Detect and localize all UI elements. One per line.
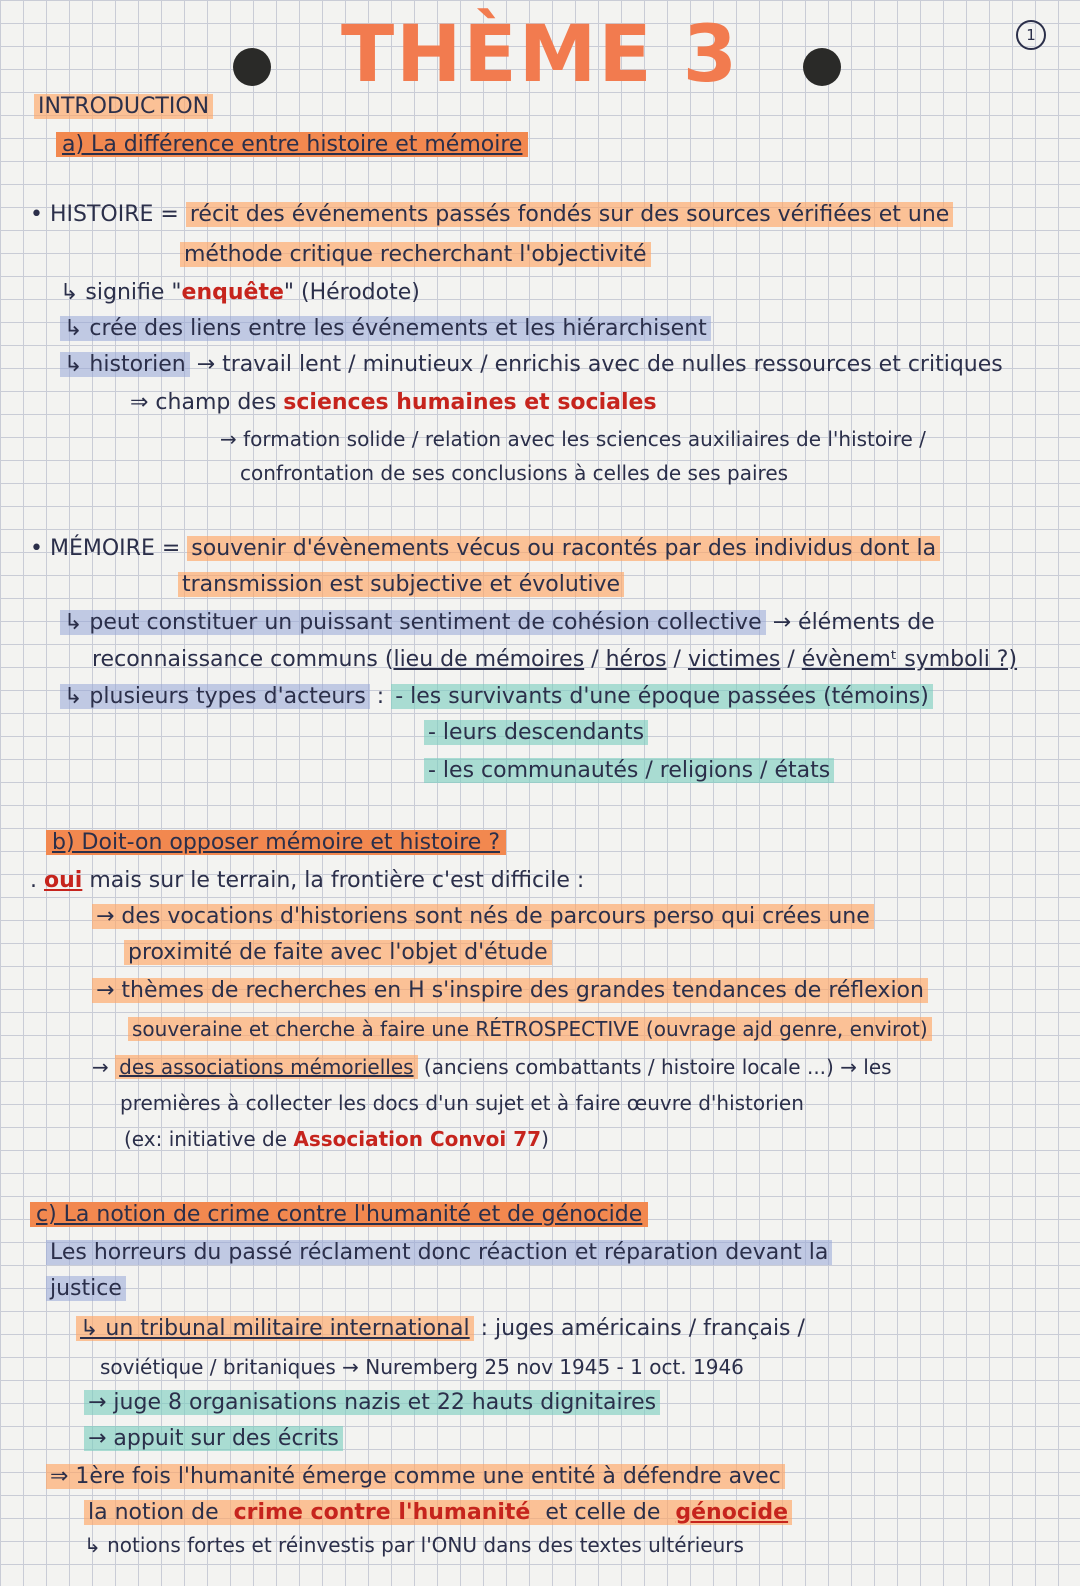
- section-c-line-8: la notion de crime contre l'humanité et celle de génocide: [84, 1498, 792, 1528]
- section-b-line-5: souveraine et cherche à faire une RÉTROSPECTIVE (ouvrage ajd genre, envirot): [128, 1014, 932, 1044]
- histoire-bullet-liens: ↳ crée des liens entre les événements et les hiérarchisent: [60, 314, 711, 344]
- memoire-acteur-descendants: - leurs descendants: [424, 718, 648, 748]
- section-c-line-1: Les horreurs du passé réclament donc réaction et réparation devant la: [46, 1238, 832, 1268]
- section-b-line-7: premières à collecter les docs d'un sujet et à faire œuvre d'historien: [120, 1091, 804, 1115]
- section-b-line-3: proximité de faite avec l'objet d'étude: [124, 938, 552, 968]
- memoire-bullet-cohesion: ↳ peut constituer un puissant sentiment de cohésion collective → éléments de: [60, 608, 935, 638]
- memoire-acteur-communautes: - les communautés / religions / états: [424, 756, 834, 786]
- section-c-line-2: justice: [46, 1274, 126, 1304]
- histoire-bullet-champ: ⇒ champ des sciences humaines et sociales: [130, 390, 657, 415]
- section-b-line-6: → des associations mémorielles (anciens combattants / histoire locale ...) → les: [92, 1055, 892, 1079]
- section-b-title: b) Doit-on opposer mémoire et histoire ?: [46, 828, 506, 858]
- section-c-line-6: → appuit sur des écrits: [84, 1424, 343, 1454]
- histoire-def-line-1: • HISTOIRE = récit des événements passés fondés sur des sources vérifiées et une: [30, 200, 953, 230]
- histoire-def-line-2: méthode critique recherchant l'objectivité: [180, 240, 651, 270]
- page-number: 1: [1016, 20, 1046, 50]
- section-b-line-4: → thèmes de recherches en H s'inspire des grandes tendances de réflexion: [92, 976, 928, 1006]
- section-c-line-3: ↳ un tribunal militaire international : juges américains / français /: [76, 1314, 805, 1344]
- section-a-title: a) La différence entre histoire et mémoire: [56, 130, 528, 160]
- page-title: THÈME 3: [340, 10, 740, 100]
- section-c-line-4: soviétique / britaniques → Nuremberg 25 nov 1945 - 1 oct. 1946: [100, 1355, 744, 1379]
- section-c-line-5: → juge 8 organisations nazis et 22 hauts dignitaires: [84, 1388, 660, 1418]
- memoire-def-line-2: transmission est subjective et évolutive: [178, 570, 624, 600]
- memoire-def-line-1: • MÉMOIRE = souvenir d'évènements vécus ou racontés par des individus dont la: [30, 534, 940, 564]
- section-b-line-8: (ex: initiative de Association Convoi 77): [124, 1127, 549, 1151]
- memoire-bullet-reconnaissance: reconnaissance communs (lieu de mémoires / héros / victimes / évènemᵗ symboli ?): [92, 647, 1018, 672]
- intro-heading: INTRODUCTION: [34, 92, 213, 122]
- histoire-bullet-formation: → formation solide / relation avec les sciences auxiliaires de l'histoire /: [220, 427, 926, 451]
- section-c-line-7: ⇒ 1ère fois l'humanité émerge comme une entité à défendre avec: [46, 1462, 785, 1492]
- memoire-bullet-acteurs: ↳ plusieurs types d'acteurs : - les survivants d'une époque passées (témoins): [60, 682, 933, 712]
- histoire-bullet-confrontation: confrontation de ses conclusions à celles de ses paires: [240, 461, 789, 485]
- histoire-bullet-enquete: ↳ signifie "enquête" (Hérodote): [60, 280, 420, 305]
- section-c-title: c) La notion de crime contre l'humanité et de génocide: [30, 1200, 648, 1230]
- section-c-line-9: ↳ notions fortes et réinvestis par l'ONU dans des textes ultérieurs: [84, 1533, 744, 1557]
- histoire-bullet-historien: ↳ historien → travail lent / minutieux / enrichis avec de nulles ressources et critiques: [60, 350, 1003, 380]
- section-b-line-2: → des vocations d'historiens sont nés de parcours perso qui crées une: [92, 902, 874, 932]
- section-b-line-1: . oui mais sur le terrain, la frontière c'est difficile :: [30, 868, 585, 893]
